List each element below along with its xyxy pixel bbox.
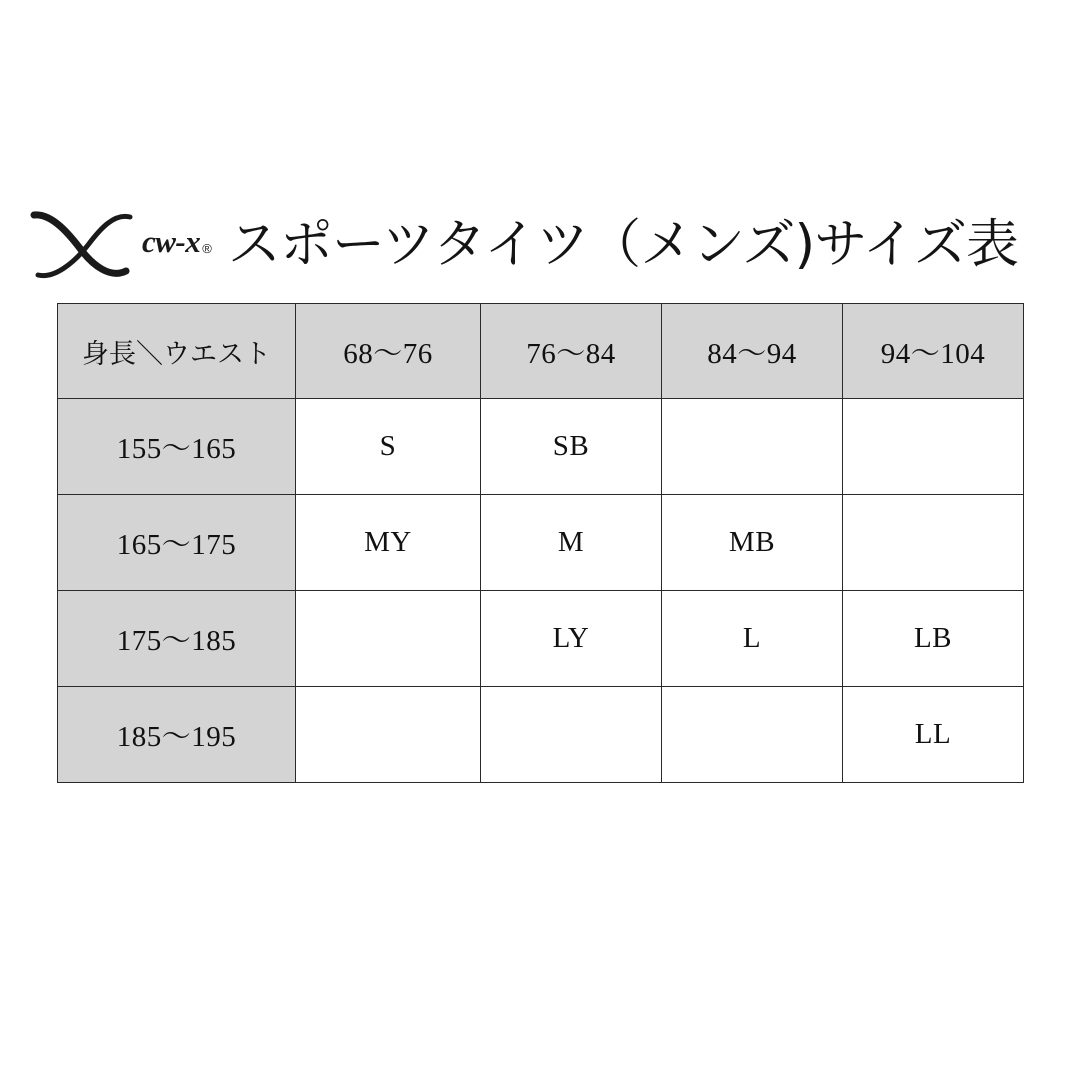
table-row [58,495,1024,591]
size-cell-r1c1: S [296,399,481,495]
page-title: スポーツタイツ（メンズ)サイズ表 [227,213,1018,275]
size-cell-r3c2: LY [481,591,662,687]
table-corner-header: 身長＼ウエスト [58,304,296,399]
size-cell-r3c4: LB [843,591,1024,687]
size-cell-r1c4 [843,399,1024,495]
table-header-row [58,304,1024,399]
table-row [58,591,1024,687]
cwx-wordmark [142,223,212,259]
size-cell-r2c4 [843,495,1024,591]
waist-header-1: 68〜76 [296,304,481,399]
size-cell-r1c2: SB [481,399,662,495]
size-cell-r4c1 [296,687,481,783]
waist-header-3: 84〜94 [662,304,843,399]
height-header-2: 165〜175 [58,495,296,591]
height-header-1: 155〜165 [58,399,296,495]
waist-header-2: 76〜84 [481,304,662,399]
waist-header-4: 94〜104 [843,304,1024,399]
size-cell-r2c1: MY [296,495,481,591]
cwx-x-mark-icon [30,205,134,283]
size-cell-r2c3: MB [662,495,843,591]
height-header-4: 185〜195 [58,687,296,783]
size-cell-r2c2: M [481,495,662,591]
chart-header [30,196,1060,292]
table-row [58,687,1024,783]
registered-mark: ® [202,240,212,256]
table-row [58,399,1024,495]
size-cell-r4c4: LL [843,687,1024,783]
size-cell-r3c3: L [662,591,843,687]
size-cell-r4c2 [481,687,662,783]
size-cell-r4c3 [662,687,843,783]
cwx-wordmark-text: cw-x [142,223,201,259]
size-cell-r1c3 [662,399,843,495]
size-cell-r3c1 [296,591,481,687]
size-table [57,303,1024,783]
height-header-3: 175〜185 [58,591,296,687]
